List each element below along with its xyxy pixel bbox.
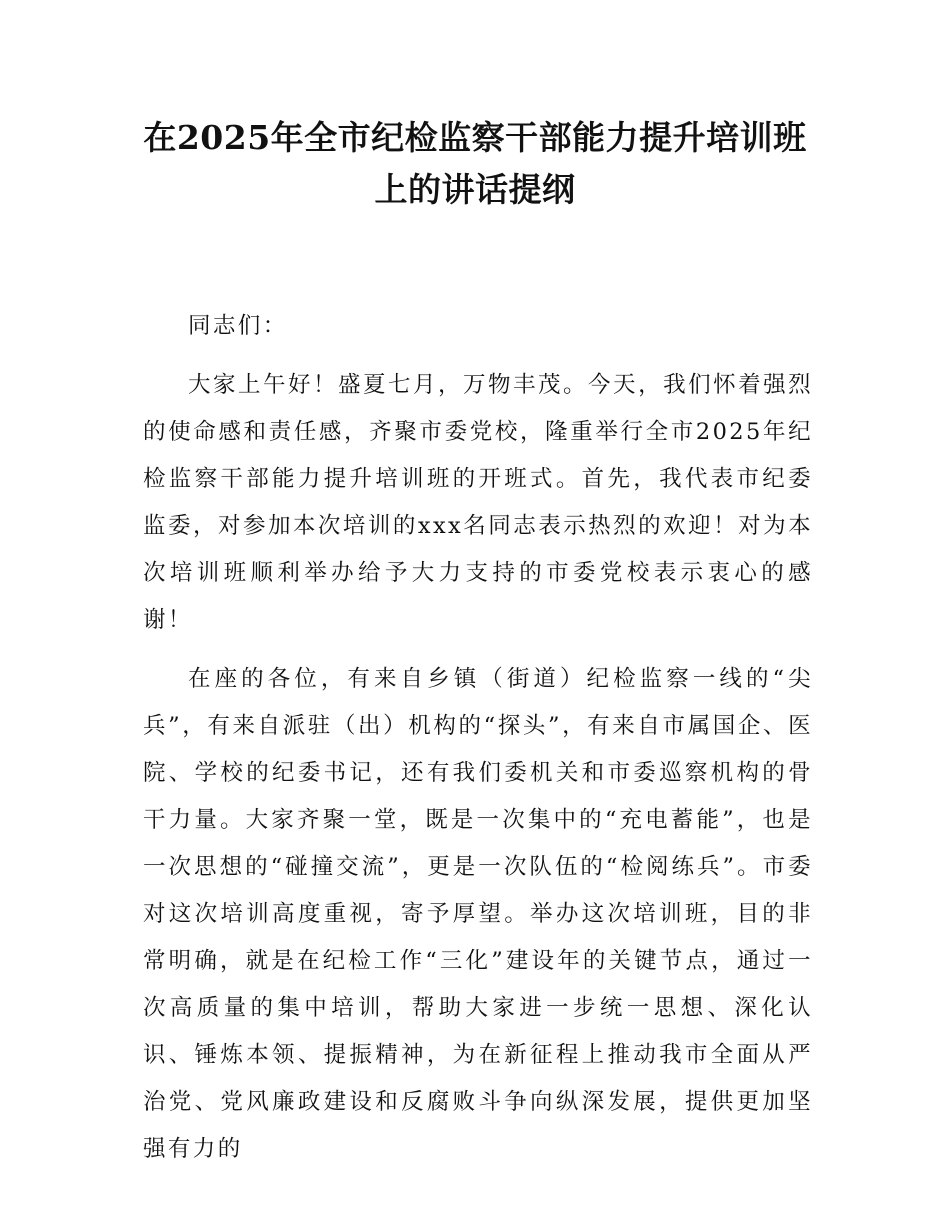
document-body — [143, 303, 813, 1185]
salutation: 同志们： — [188, 313, 288, 339]
document-title: 在2025年全市纪检监察干部能力提升培训班上的讲话提纲 — [143, 118, 807, 209]
paragraph-2: 在座的各位，有来自乡镇（街道）纪检监察一线的“尖兵”，有来自派驻（出）机构的“探头”，有来自市属国企、医院、学校的纪委书记，还有我们委机关和市委巡察机构的骨干力量。大家齐聚一堂，既是一次集中的“充电蓄能”，也是一次思想的“碰撞交流”，更是一次队伍的“检阅练兵”。市委对这次培训高度重视，寄予厚望。举办这次培训班，目的非常明确，就是在纪检工作“三化”建设年的关键节点，通过一次高质量的集中培训，帮助大家进一步统一思想、深化认识、锤炼本领、提振精神，为在新征程上推动我市全面从严治党、党风廉政建设和反腐败斗争向纵深发展，提供更加坚强有力的 — [143, 666, 813, 1162]
paragraph-1: 大家上午好！盛夏七月，万物丰茂。今天，我们怀着强烈的使命感和责任感，齐聚市委党校，隆重举行全市2025年纪检监察干部能力提升培训班的开班式。首先，我代表市纪委监委，对参加本次培训的xxx名同志表示热烈的欢迎！对为本次培训班顺利举办给予大力支持的市委党校表示衷心的感谢！ — [143, 372, 813, 633]
